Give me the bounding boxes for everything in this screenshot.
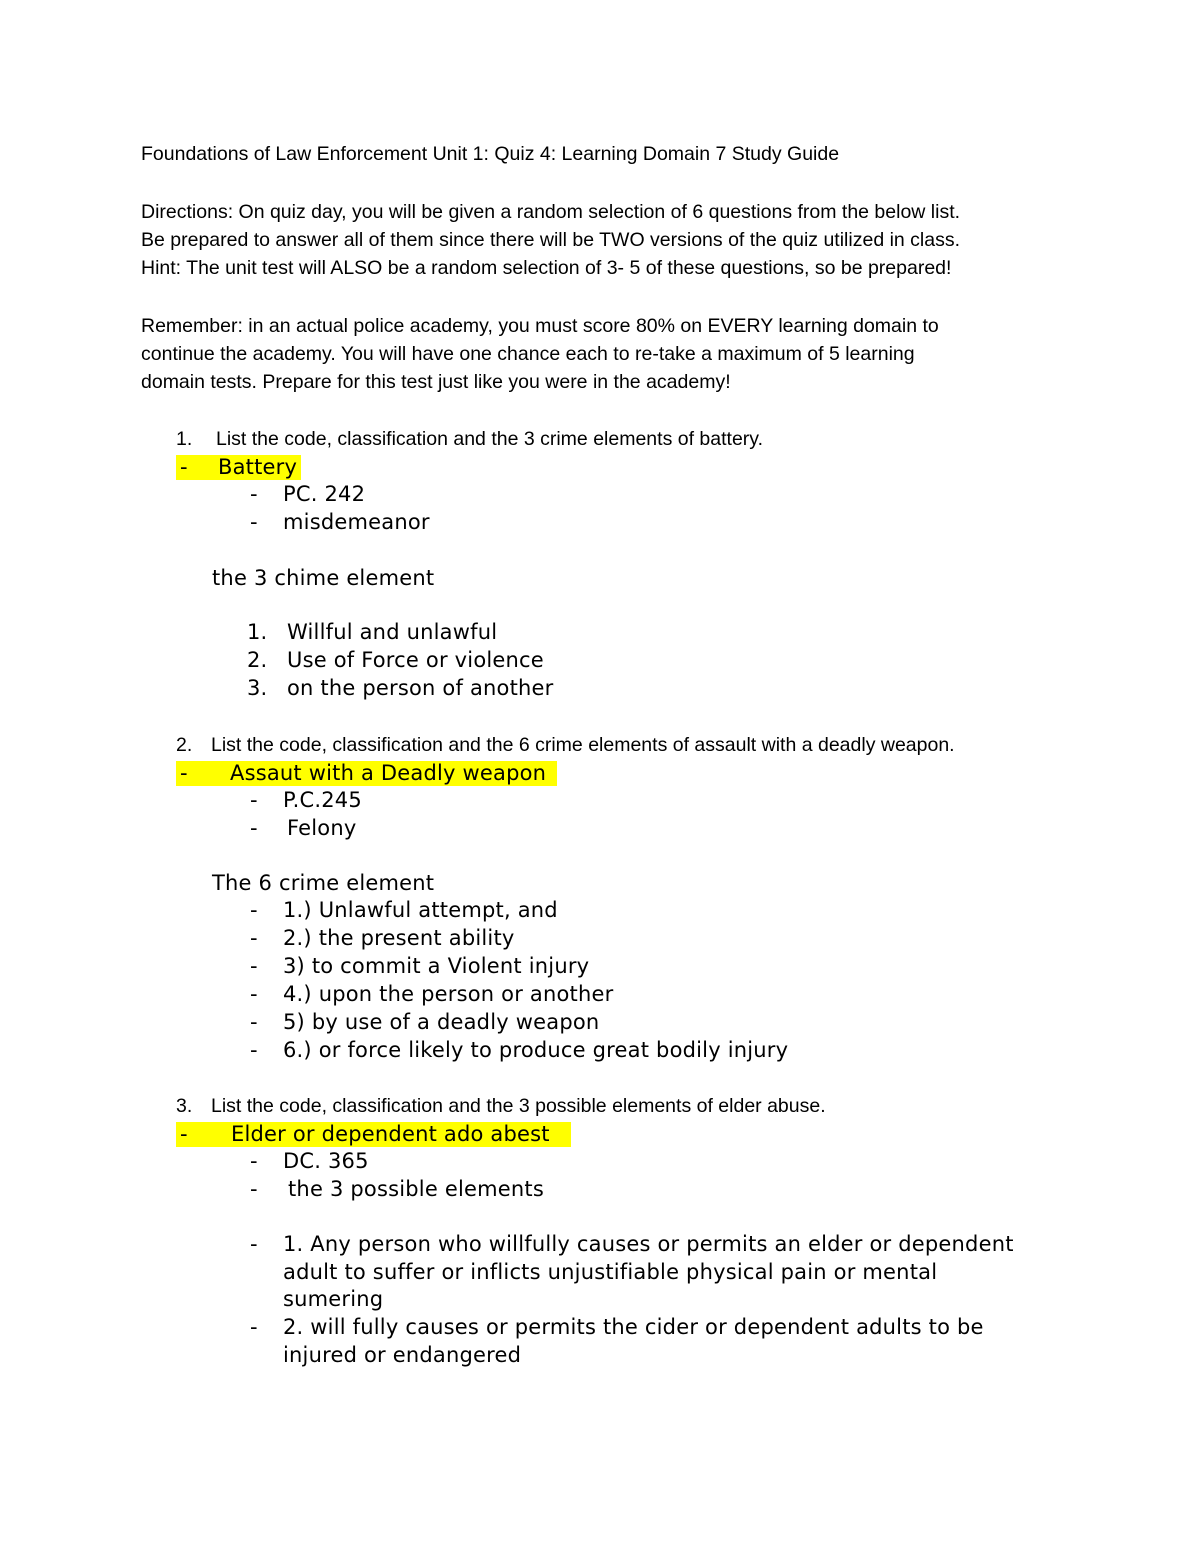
element-text: 5) by use of a deadly weapon [283,1010,600,1034]
question-number: 1. [176,428,193,450]
question-text: List the code, classification and the 6 crime elements of assault with a deadly weapon. [211,734,955,756]
directions-line: Be prepared to answer all of them since there will be TWO versions of the quiz utilized in class. [141,229,961,251]
element-number: 3. [247,676,268,700]
list-dash: - [250,1177,258,1201]
list-dash: - [250,816,258,840]
document-title: Foundations of Law Enforcement Unit 1: Quiz 4: Learning Domain 7 Study Guide [141,143,840,165]
answer-title: Assaut with a Deadly weapon [230,761,547,785]
remember-line: continue the academy. You will have one chance each to re-take a maximum of 5 learning [141,343,915,365]
answer-title: Elder or dependent ado abest [231,1122,550,1146]
element-text: on the person of another [287,676,554,700]
list-dash: - [250,1315,258,1339]
list-dash: - [250,954,258,978]
element-text: 1.) Unlawful attempt, and [283,898,558,922]
list-dash: - [250,788,258,812]
list-dash: - [250,1149,258,1173]
classification-value: Felony [287,816,357,840]
directions-line: Hint: The unit test will ALSO be a random selection of 3- 5 of these questions, so be prepared! [141,257,952,279]
list-dash: - [250,982,258,1006]
answer-dash: - [180,761,188,785]
question-number: 3. [176,1095,193,1117]
list-dash: - [250,1010,258,1034]
list-dash: - [250,1232,258,1256]
element-number: 2. [247,648,268,672]
element-text: 3) to commit a Violent injury [283,954,590,978]
answer-title: Battery [218,455,298,479]
question-text: List the code, classification and the 3 crime elements of battery. [216,428,763,450]
code-value: P.C.245 [283,788,362,812]
classification-value: misdemeanor [283,510,430,534]
answer-dash: - [180,455,188,479]
list-dash: - [250,898,258,922]
element-text: 1. Any person who willfully causes or permits an elder or dependent [283,1232,1014,1256]
element-text: Use of Force or violence [287,648,544,672]
list-dash: - [250,926,258,950]
remember-line: Remember: in an actual police academy, you must score 80% on EVERY learning domain to [141,315,939,337]
answer-dash: - [180,1122,188,1146]
list-dash: - [250,1038,258,1062]
element-text: sumering [283,1287,384,1311]
code-value: DC. 365 [283,1149,369,1173]
element-text: 2. will fully causes or permits the cider or dependent adults to be [283,1315,984,1339]
sub-heading: the 3 chime element [212,566,435,590]
sub-heading: The 6 crime element [212,871,435,895]
code-value: PC. 242 [283,482,366,506]
remember-line: domain tests. Prepare for this test just like you were in the academy! [141,371,731,393]
question-number: 2. [176,734,193,756]
elements-label: the 3 possible elements [288,1177,544,1201]
element-text: 4.) upon the person or another [283,982,614,1006]
element-number: 1. [247,620,268,644]
element-text: adult to suffer or inflicts unjustifiable physical pain or mental [283,1260,938,1284]
element-text: injured or endangered [283,1343,522,1367]
question-text: List the code, classification and the 3 possible elements of elder abuse. [211,1095,826,1117]
directions-line: Directions: On quiz day, you will be given a random selection of 6 questions from the below list. [141,201,961,223]
element-text: 2.) the present ability [283,926,515,950]
list-dash: - [250,482,258,506]
element-text: 6.) or force likely to produce great bodily injury [283,1038,789,1062]
element-text: Willful and unlawful [287,620,498,644]
list-dash: - [250,510,258,534]
